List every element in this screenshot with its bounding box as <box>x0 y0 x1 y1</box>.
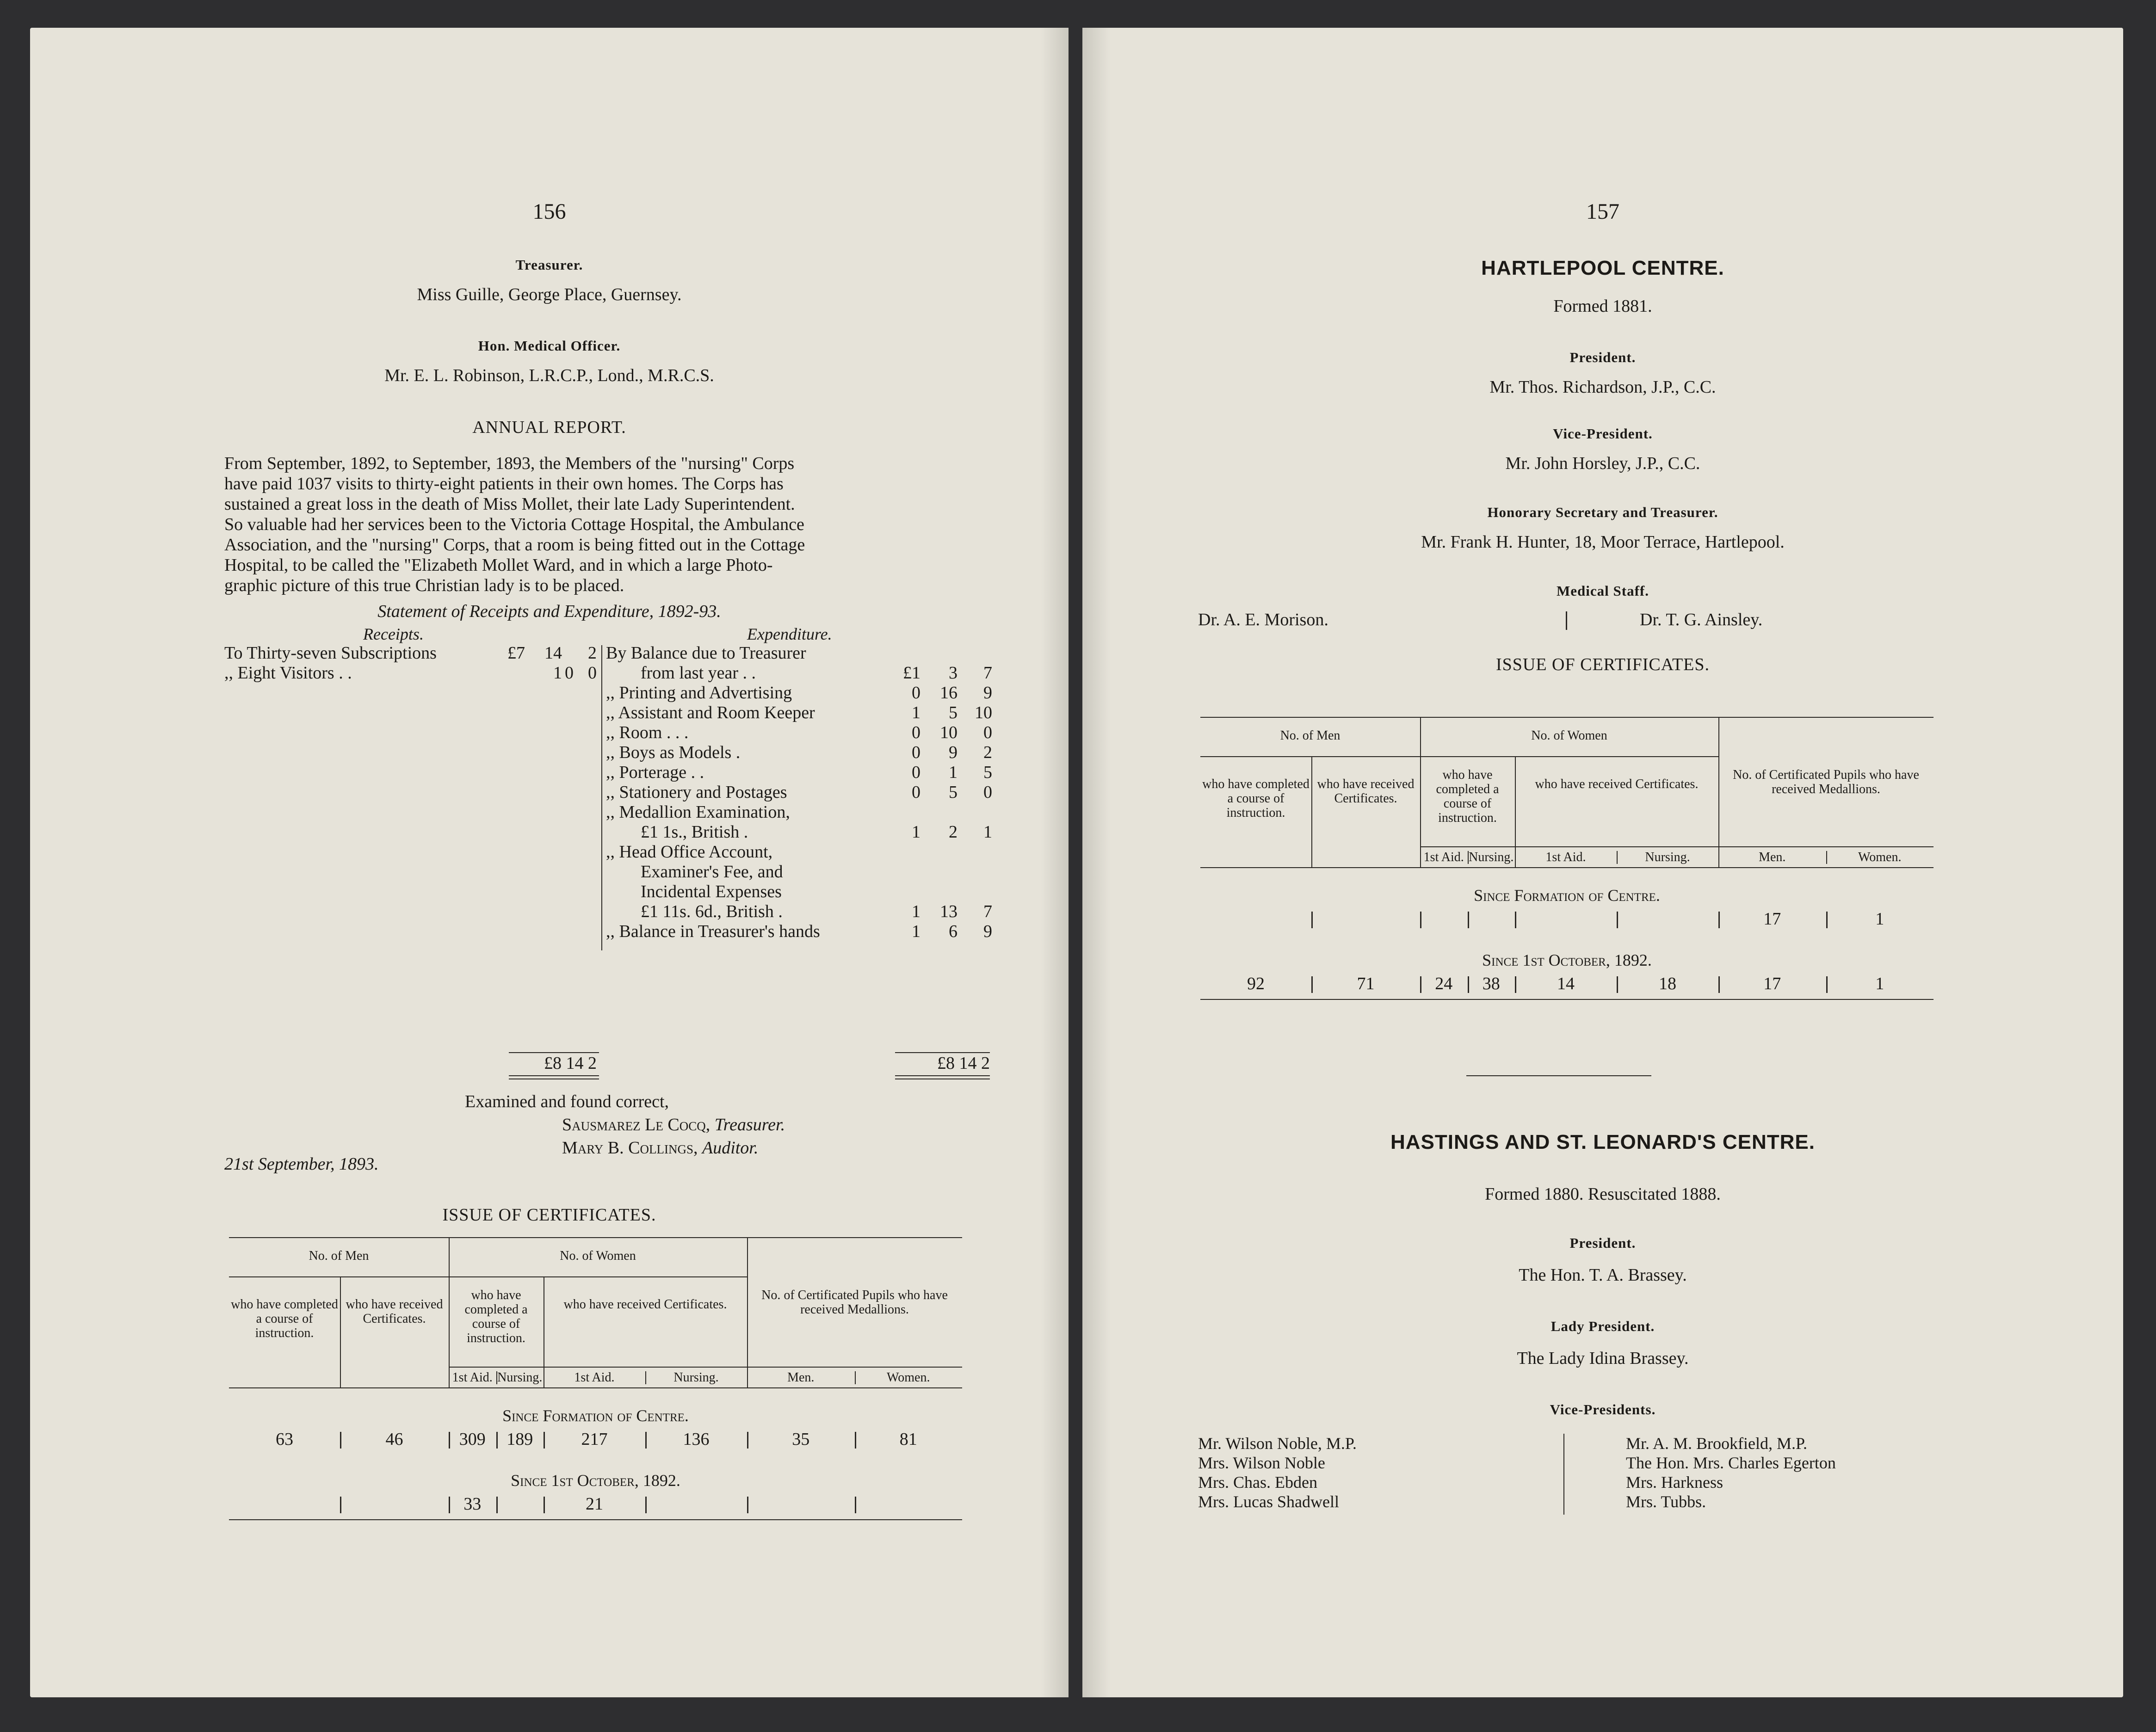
expenditure-pence: 0 <box>983 783 992 802</box>
expenditure-pounds: £1 <box>903 663 920 683</box>
october-row-value: 21 <box>586 1494 603 1514</box>
october-row-value: 14 <box>1557 974 1575 993</box>
row-separator <box>747 1432 748 1448</box>
spine-shadow <box>1041 28 1069 1697</box>
vice-president-entry: Mr. Wilson Noble, M.P. <box>1198 1434 1357 1453</box>
medical-staff-separator <box>1566 611 1567 630</box>
vice-president-entry: Mrs. Chas. Ebden <box>1198 1473 1317 1492</box>
nursing-header: Nursing. <box>1469 850 1514 864</box>
expenditure-label: ,, Medallion Examination, <box>606 802 790 822</box>
formation-row-value: 63 <box>276 1430 293 1449</box>
medical-staff-left: Dr. A. E. Morison. <box>1198 610 1328 629</box>
secretary-name: Mr. Frank H. Hunter, 18, Moor Terrace, Hartlepool. <box>1421 532 1785 552</box>
expenditure-label: By Balance due to Treasurer <box>606 643 806 663</box>
row-separator <box>1826 976 1828 993</box>
expenditure-shillings: 5 <box>949 703 958 722</box>
expenditure-total: £8 14 2 <box>937 1054 990 1073</box>
row-separator <box>496 1497 498 1513</box>
first-aid-header: 1st Aid. <box>452 1370 493 1385</box>
vice-presidents-right <box>1626 1434 1836 1511</box>
october-row-value: 24 <box>1435 974 1453 993</box>
october-row-value: 1 <box>1875 974 1884 993</box>
auditor-signature-name: Mary B. Collings, <box>562 1138 698 1158</box>
expenditure-pounds: 1 <box>912 902 920 921</box>
table-subheader-rule <box>449 1367 747 1368</box>
president-heading: President. <box>1569 349 1636 365</box>
hastings-heading: HASTINGS AND ST. LEONARD'S CENTRE. <box>1390 1131 1815 1153</box>
lady-president-name: The Lady Idina Brassey. <box>1517 1349 1689 1368</box>
october-row-value: 33 <box>463 1494 482 1514</box>
report-line: graphic picture of this true Christian lady is to be placed. <box>224 576 624 595</box>
secretary-heading: Honorary Secretary and Treasurer. <box>1487 504 1718 520</box>
expenditure-label: from last year . . <box>641 663 756 683</box>
expenditure-pence: 1 <box>983 822 992 842</box>
women-completed-header: who have completed a course of instruction. <box>1436 768 1499 825</box>
expenditure-pounds: 0 <box>912 743 920 762</box>
examined-text: Examined and found correct, <box>465 1092 669 1111</box>
row-separator <box>340 1432 341 1448</box>
expenditure-pence: 7 <box>983 663 992 683</box>
received-header: who have received Certificates. <box>346 1297 443 1326</box>
statement-title: Statement of Receipts and Expenditure, 1892-93. <box>377 602 721 621</box>
nursing-header: Nursing. <box>673 1370 719 1385</box>
issue-heading: ISSUE OF CERTIFICATES. <box>442 1205 656 1225</box>
men-medallions-header: Men. <box>787 1370 815 1385</box>
row-separator <box>1468 912 1469 928</box>
women-header: No. of Women <box>1531 728 1607 743</box>
statement-divider <box>601 645 602 950</box>
report-line: From September, 1892, to September, 1893, the Members of the "nursing" Corps <box>224 454 795 473</box>
expenditure-label: £1 11s. 6d., British . <box>641 902 783 921</box>
row-separator <box>1420 976 1421 993</box>
formation-row-value: 189 <box>507 1430 533 1449</box>
expenditure-shillings: 5 <box>949 783 958 802</box>
october-row-label: Since 1st October, 1892. <box>511 1471 680 1490</box>
receipt-pence: 0 <box>588 663 597 683</box>
vice-presidents-left <box>1198 1434 1357 1511</box>
vice-president-entry: Mrs. Wilson Noble <box>1198 1454 1325 1472</box>
expenditure-label: ,, Boys as Models . <box>606 743 741 762</box>
expenditure-shillings: 13 <box>940 902 958 921</box>
expenditure-shillings: 3 <box>949 663 958 683</box>
table-col-rule <box>1718 717 1719 867</box>
expenditure-pounds: 1 <box>912 822 920 842</box>
october-row-value: 38 <box>1482 974 1500 993</box>
receipt-label: ,, Eight Visitors . . <box>224 663 352 683</box>
receipts-total: £8 14 2 <box>544 1054 597 1073</box>
receipt-extra: 0 <box>565 663 574 683</box>
completed-header: who have completed a course of instruction. <box>231 1297 338 1340</box>
received-header: who have received Certificates. <box>1317 777 1415 806</box>
row-separator <box>1515 912 1516 928</box>
row-separator <box>1826 912 1828 928</box>
expenditure-shillings: 1 <box>949 763 958 782</box>
hartlepool-heading: HARTLEPOOL CENTRE. <box>1481 257 1724 279</box>
expenditure-label: ,, Printing and Advertising <box>606 683 792 703</box>
table-col-rule <box>747 1237 748 1387</box>
row-separator <box>1515 976 1516 993</box>
table-header-rule <box>1200 756 1718 757</box>
vice-president-entry: Mr. A. M. Brookfield, M.P. <box>1626 1434 1808 1453</box>
annual-report-text <box>224 453 1004 596</box>
receipt-shillings: 14 <box>544 643 562 663</box>
expenditure-pence: 2 <box>983 743 992 762</box>
treasurer-name: Miss Guille, George Place, Guernsey. <box>417 285 682 304</box>
table-header-rule <box>229 1276 747 1277</box>
formation-row-label: Since Formation of Centre. <box>1474 886 1660 905</box>
hastings-president-heading: President. <box>1569 1235 1636 1251</box>
row-separator <box>496 1432 498 1448</box>
vice-president-entry: Mrs. Tubbs. <box>1626 1492 1706 1511</box>
women-medallions-header: Women. <box>1858 850 1902 864</box>
table-subheader-rule <box>1718 846 1934 847</box>
formation-row-value: 81 <box>899 1430 917 1449</box>
report-date: 21st September, 1893. <box>224 1154 379 1174</box>
expenditure-pence: 7 <box>983 902 992 921</box>
row-separator <box>544 1432 545 1448</box>
row-separator <box>1617 912 1618 928</box>
expenditure-label: ,, Head Office Account, <box>606 842 773 862</box>
first-aid-header: 1st Aid. <box>1423 850 1464 864</box>
row-separator <box>747 1497 748 1513</box>
section-divider <box>1466 1075 1651 1076</box>
expenditure-label: Examiner's Fee, and <box>641 862 783 881</box>
report-line: So valuable had her services been to the Victoria Cottage Hospital, the Ambulance <box>224 515 804 534</box>
expenditure-pounds: 0 <box>912 783 920 802</box>
hartlepool-formed: Formed 1881. <box>1553 296 1652 316</box>
women-received-header: who have received Certificates. <box>563 1297 727 1312</box>
expenditure-label: ,, Assistant and Room Keeper <box>606 703 815 722</box>
expenditure-label: ,, Room . . . <box>606 723 689 742</box>
treasurer-signature-role: Treasurer. <box>714 1115 785 1134</box>
table-subheader-rule <box>747 1367 962 1368</box>
table-bottom-rule <box>229 1519 962 1520</box>
formation-row-value: 217 <box>581 1430 608 1449</box>
auditor-signature-role: Auditor. <box>702 1138 759 1158</box>
women-medallions-header: Women. <box>887 1370 930 1385</box>
men-header: No. of Men <box>1280 728 1341 743</box>
october-row-value: 71 <box>1357 974 1375 993</box>
expenditure-pounds: 0 <box>912 723 920 742</box>
formation-row-value: 17 <box>1763 909 1781 929</box>
women-completed-header: who have completed a course of instruction. <box>464 1288 528 1345</box>
row-separator <box>544 1497 545 1513</box>
row-separator <box>340 1497 341 1513</box>
row-separator <box>855 1497 856 1513</box>
president-name: Mr. Thos. Richardson, J.P., C.C. <box>1489 377 1716 397</box>
expenditure-shillings: 6 <box>949 922 958 941</box>
medical-officer-name: Mr. E. L. Robinson, L.R.C.P., Lond., M.R.C.S. <box>384 366 714 385</box>
expenditure-shillings: 16 <box>940 683 958 703</box>
women-header: No. of Women <box>560 1249 636 1263</box>
table-header-bottom-rule <box>1200 867 1934 868</box>
women-received-header: who have received Certificates. <box>1535 777 1699 791</box>
table-top-rule <box>1200 717 1934 718</box>
annual-report-heading: ANNUAL REPORT. <box>472 418 626 437</box>
october-row-label: Since 1st October, 1892. <box>1482 951 1652 969</box>
treasurer-heading: Treasurer. <box>515 257 583 273</box>
receipts-total-underline <box>509 1075 599 1076</box>
right-page <box>1082 28 2123 1697</box>
formation-row-value: 309 <box>459 1430 486 1449</box>
page-number: 156 <box>532 199 566 224</box>
expenditure-pounds: 1 <box>912 703 920 722</box>
report-line: sustained a great loss in the death of Miss Mollet, their late Lady Superintendent. <box>224 494 795 514</box>
row-separator <box>1718 976 1720 993</box>
row-separator <box>645 1497 647 1513</box>
row-separator <box>645 1432 647 1448</box>
first-aid-header: 1st Aid. <box>574 1370 615 1385</box>
signature-auditor <box>562 1138 758 1158</box>
receipt-pence: 2 <box>588 643 597 663</box>
expenditure-pence: 9 <box>983 922 992 941</box>
expenditure-pounds: 0 <box>912 683 920 703</box>
row-separator <box>855 1432 856 1448</box>
medical-officer-heading: Hon. Medical Officer. <box>478 338 621 354</box>
expenditure-label: ,, Balance in Treasurer's hands <box>606 922 820 941</box>
signature-treasurer <box>562 1115 785 1135</box>
expenditure-pounds: 1 <box>912 922 920 941</box>
report-line: Association, and the "nursing" Corps, that a room is being fitted out in the Cottage <box>224 535 805 555</box>
expenditure-total-underline <box>895 1075 990 1076</box>
issue-heading: ISSUE OF CERTIFICATES. <box>1495 655 1710 674</box>
vice-president-entry: Mrs. Harkness <box>1626 1473 1723 1492</box>
october-row-value: 92 <box>1247 974 1265 993</box>
expenditure-pounds: 0 <box>912 763 920 782</box>
expenditure-shillings: 10 <box>940 723 958 742</box>
receipts-heading: Receipts. <box>363 625 424 643</box>
expenditure-label: ,, Porterage . . <box>606 763 704 782</box>
page-number: 157 <box>1586 199 1619 224</box>
row-separator <box>449 1432 450 1448</box>
vice-president-entry: Mrs. Lucas Shadwell <box>1198 1492 1339 1511</box>
table-top-rule <box>229 1237 962 1238</box>
expenditure-label: ,, Stationery and Postages <box>606 783 787 802</box>
medallions-header: No. of Certificated Pupils who have received Medallions. <box>1733 768 1919 796</box>
formation-row-value: 136 <box>683 1430 710 1449</box>
nursing-header: Nursing. <box>1645 850 1690 864</box>
medallions-header: No. of Certificated Pupils who have received Medallions. <box>761 1288 948 1317</box>
medical-staff-heading: Medical Staff. <box>1557 583 1649 599</box>
row-separator <box>1311 912 1313 928</box>
left-page <box>30 28 1069 1697</box>
expenditure-label: £1 1s., British . <box>641 822 748 842</box>
expenditure-label: Incidental Expenses <box>641 882 782 901</box>
hastings-formed: Formed 1880. Resuscitated 1888. <box>1485 1184 1721 1204</box>
row-separator <box>1468 976 1469 993</box>
october-row-value: 18 <box>1659 974 1676 993</box>
nursing-header: Nursing. <box>497 1370 543 1385</box>
expenditure-pence: 9 <box>983 683 992 703</box>
formation-row-label: Since Formation of Centre. <box>502 1406 689 1425</box>
completed-header: who have completed a course of instruction. <box>1202 777 1310 820</box>
expenditure-shillings: 9 <box>949 743 958 762</box>
formation-row-value: 35 <box>792 1430 810 1449</box>
first-aid-header: 1st Aid. <box>1545 850 1586 864</box>
row-separator <box>1420 912 1421 928</box>
vice-presidents-divider <box>1563 1434 1564 1515</box>
table-bottom-rule <box>1200 999 1934 1000</box>
row-separator <box>1718 912 1720 928</box>
expenditure-shillings: 2 <box>949 822 958 842</box>
expenditure-heading: Expenditure. <box>747 625 832 643</box>
expenditure-pence: 10 <box>975 703 992 722</box>
october-row-value: 17 <box>1763 974 1781 993</box>
receipt-pounds: £7 <box>507 643 525 663</box>
medical-staff-right: Dr. T. G. Ainsley. <box>1640 610 1763 629</box>
row-separator <box>1617 976 1618 993</box>
report-line: Hospital, to be called the "Elizabeth Mollet Ward, and in which a large Photo- <box>224 555 773 575</box>
vice-president-heading: Vice-President. <box>1553 425 1653 442</box>
table-subheader-rule <box>1420 846 1718 847</box>
formation-row-value: 1 <box>1875 909 1884 929</box>
men-medallions-header: Men. <box>1759 850 1786 864</box>
formation-row-value: 46 <box>385 1430 403 1449</box>
expenditure-pence: 0 <box>983 723 992 742</box>
row-separator <box>449 1497 450 1513</box>
table-col-rule <box>1311 756 1312 867</box>
lady-president-heading: Lady President. <box>1551 1318 1655 1334</box>
vice-president-name: Mr. John Horsley, J.P., C.C. <box>1505 454 1700 473</box>
vice-president-entry: The Hon. Mrs. Charles Egerton <box>1626 1454 1836 1472</box>
men-header: No. of Men <box>309 1249 369 1263</box>
vice-presidents-heading: Vice-Presidents. <box>1550 1401 1656 1418</box>
table-col-rule <box>340 1276 341 1387</box>
receipt-shillings: 1 <box>553 663 562 683</box>
expenditure-pence: 5 <box>983 763 992 782</box>
receipt-label: To Thirty-seven Subscriptions <box>224 643 437 663</box>
table-header-bottom-rule <box>229 1387 962 1388</box>
treasurer-signature-name: Sausmarez Le Cocq, <box>562 1115 710 1134</box>
hastings-president-name: The Hon. T. A. Brassey. <box>1519 1265 1687 1285</box>
report-line: have paid 1037 visits to thirty-eight patients in their own homes. The Corps has <box>224 474 784 493</box>
row-separator <box>1311 976 1313 993</box>
